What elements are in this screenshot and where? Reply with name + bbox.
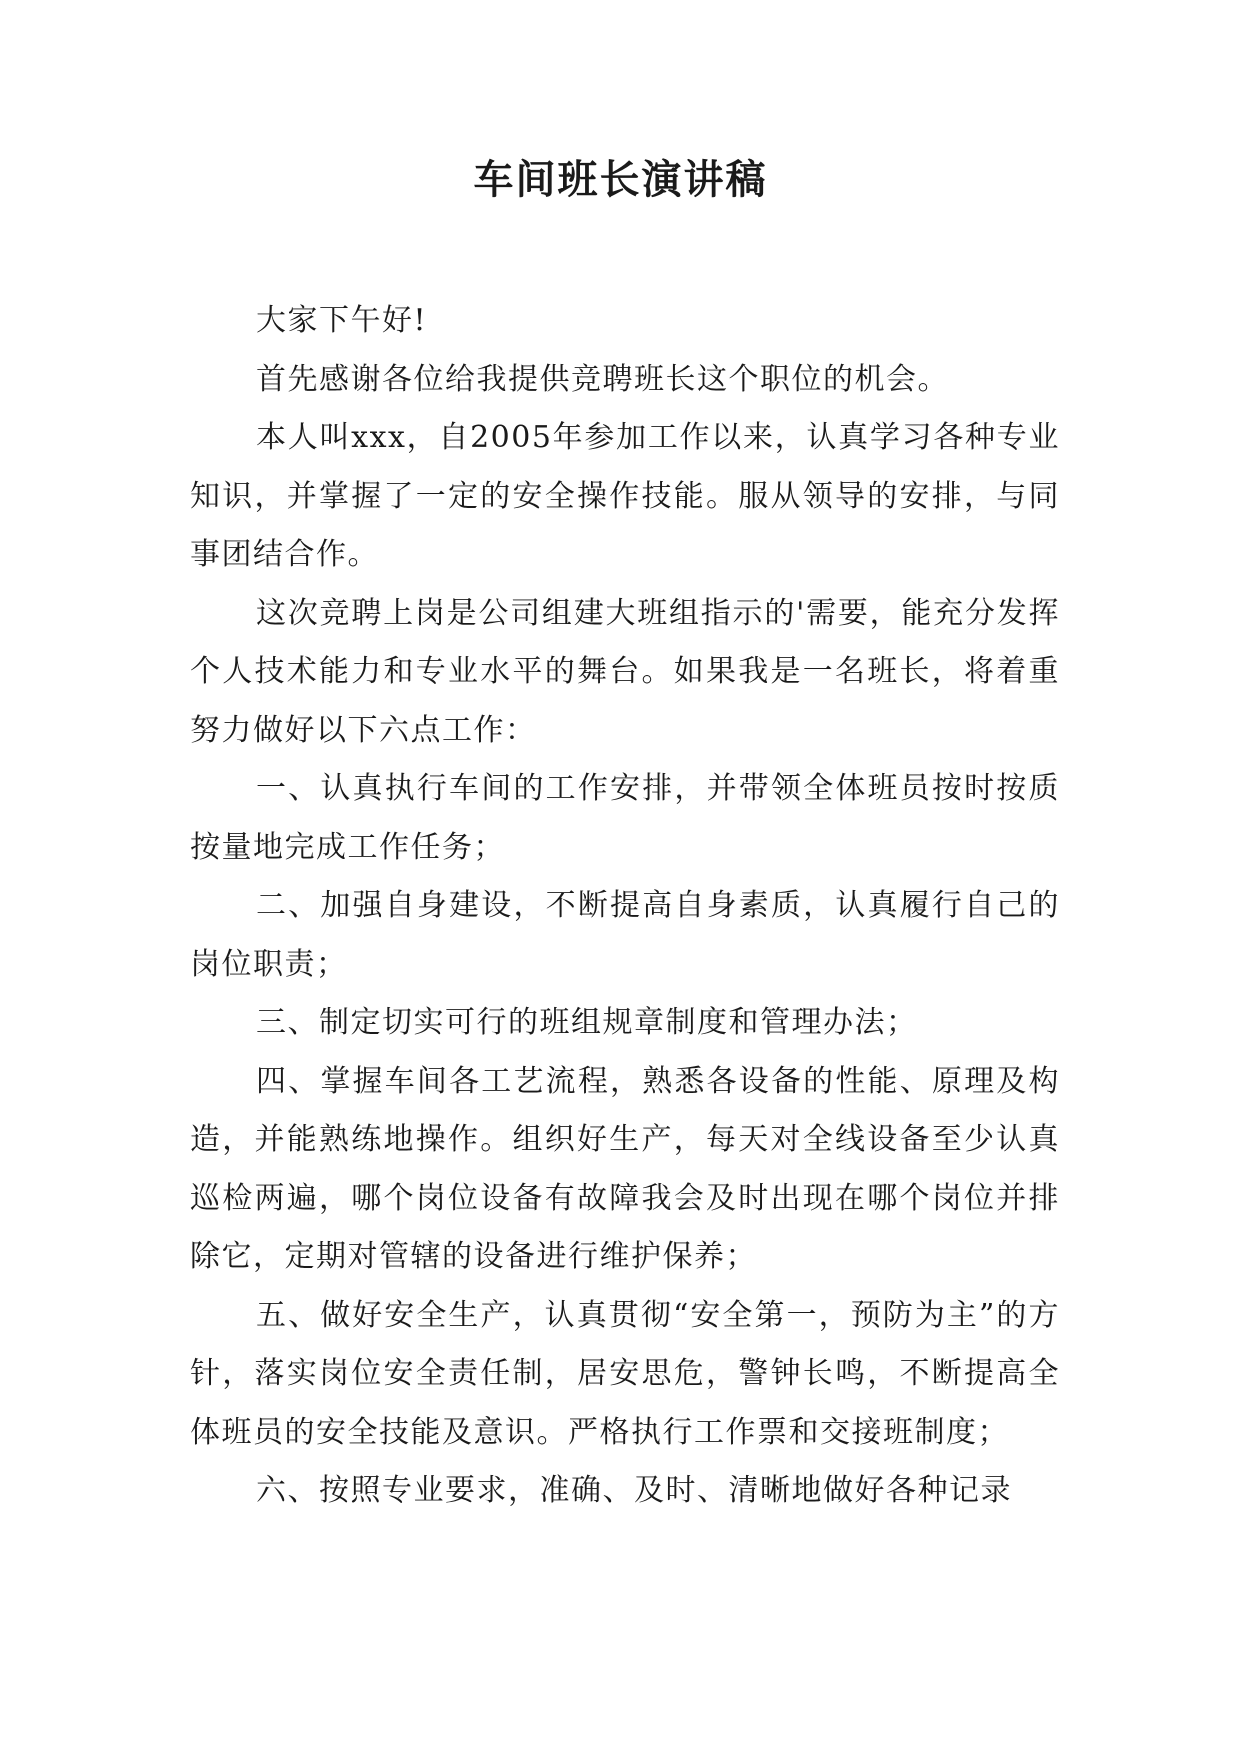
paragraph-point-4: 四、掌握车间各工艺流程，熟悉各设备的性能、原理及构造，并能熟练地操作。组织好生产，每天对全线设备至少认真巡检两遍，哪个岗位设备有故障我会及时出现在哪个岗位并排除它，定期对管辖的设备进行维护保养； — [190, 1063, 1060, 1274]
paragraph-point-6: 六、按照专业要求，准确、及时、清晰地做好各种记录 — [256, 1473, 1012, 1508]
paragraph-purpose: 这次竞聘上岗是公司组建大班组指示的'需要，能充分发挥个人技术能力和专业水平的舞台。如果我是一名班长，将着重努力做好以下六点工作： — [190, 595, 1060, 748]
paragraph-greeting: 大家下午好! — [256, 303, 428, 338]
document-title: 车间班长演讲稿 — [473, 157, 768, 203]
paragraph-thanks: 首先感谢各位给我提供竞聘班长这个职位的机会。 — [256, 361, 949, 397]
paragraph-point-2: 二、加强自身建设，不断提高自身素质，认真履行自己的岗位职责； — [190, 888, 1060, 982]
paragraph-point-3: 三、制定切实可行的班组规章制度和管理办法； — [256, 1005, 918, 1040]
paragraph-point-5: 五、做好安全生产，认真贯彻“安全第一，预防为主”的方针，落实岗位安全责任制，居安思危，警钟长鸣，不断提高全体班员的安全技能及意识。严格执行工作票和交接班制度； — [190, 1297, 1060, 1450]
paragraph-introduction: 本人叫xxx，自2005年参加工作以来，认真学习各种专业知识，并掌握了一定的安全操作技能。服从领导的安排，与同事团结合作。 — [190, 420, 1060, 572]
paragraph-point-1: 一、认真执行车间的工作安排，并带领全体班员按时按质按量地完成工作任务； — [190, 771, 1060, 865]
document-body — [190, 292, 1060, 1521]
